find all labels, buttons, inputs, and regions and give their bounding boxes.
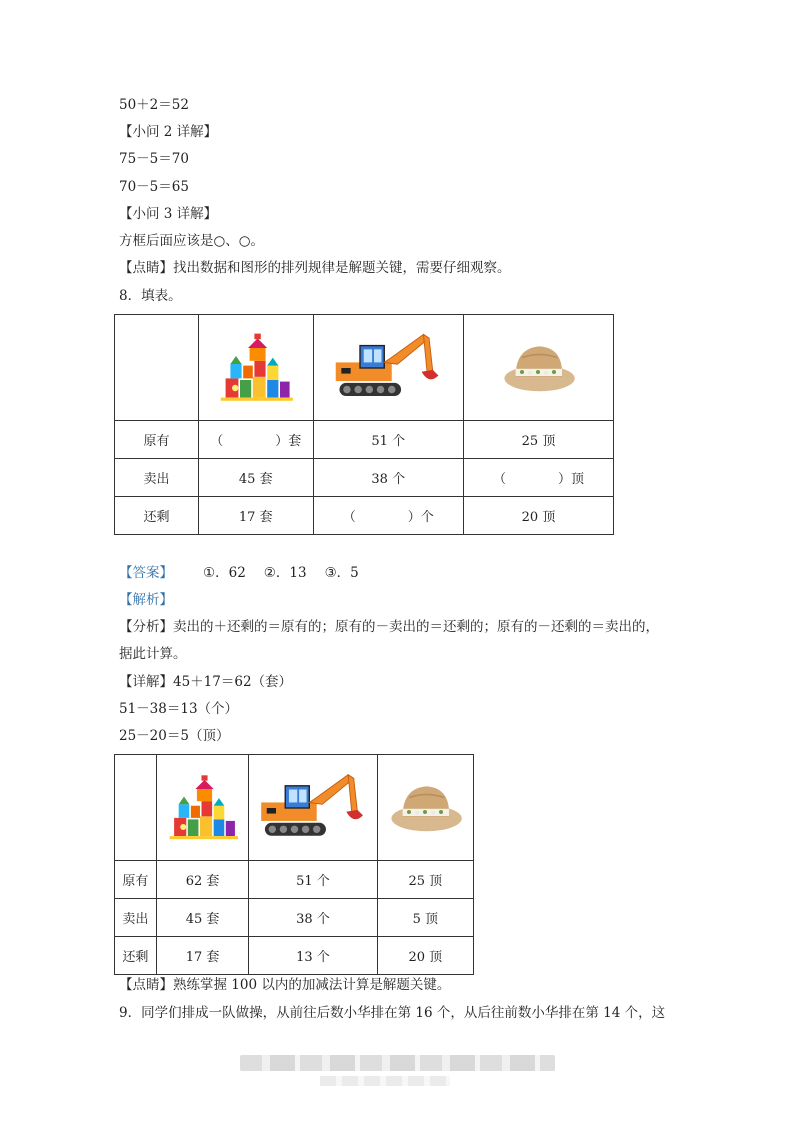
xiangjie-line: 【详解】45＋17＝62（套）	[119, 674, 293, 690]
row-label: 原有	[115, 861, 157, 899]
blank-cell: （ ）顶	[463, 459, 613, 497]
filled-table-answer	[114, 754, 474, 975]
hat-image-cell	[463, 315, 613, 421]
excavator-icon	[332, 330, 444, 406]
straw-hat-icon	[498, 339, 578, 397]
blocks-image-cell	[156, 755, 248, 861]
calc-line-75-minus-5: 75－5＝70	[119, 151, 189, 167]
building-blocks-icon	[165, 766, 241, 850]
answer-1: ①．62	[203, 565, 246, 581]
table-row	[115, 497, 614, 535]
fenxi-line-1: 【分析】卖出的＋还剩的＝原有的；原有的－卖出的＝还剩的；原有的－还剩的＝卖出的，	[119, 619, 659, 635]
sub-question-3-heading: 【小问 3 详解】	[119, 206, 218, 222]
table-row	[115, 937, 474, 975]
table-row	[115, 861, 474, 899]
table-cell: 62 套	[156, 861, 248, 899]
straw-hat-icon	[385, 778, 465, 838]
row-label: 还剩	[115, 497, 199, 535]
answer-3: ③．5	[324, 565, 359, 581]
dianjing-note: 【点睛】找出数据和图形的排列规律是解题关键，需要仔细观察。	[119, 260, 511, 276]
excavator-image-cell	[249, 755, 377, 861]
dianjing-note-2: 【点睛】熟练掌握 100 以内的加减法计算是解题关键。	[119, 977, 451, 993]
row-label: 卖出	[115, 459, 199, 497]
row-label: 原有	[115, 421, 199, 459]
calc-line-50-plus-2: 50＋2＝52	[119, 97, 189, 113]
empty-corner-cell	[115, 315, 199, 421]
blurred-watermark-sub	[320, 1076, 450, 1086]
calc-line-51-minus-38: 51－38＝13（个）	[119, 701, 239, 717]
sub-question-3-answer: 方框后面应该是○、○。	[119, 233, 265, 249]
question-8-title: 8．填表。	[119, 288, 182, 304]
table-row	[115, 421, 614, 459]
table-cell: 38 个	[249, 899, 377, 937]
sub-question-2-heading: 【小问 2 详解】	[119, 124, 218, 140]
table-cell: 5 顶	[377, 899, 473, 937]
fill-table-question	[114, 314, 614, 535]
image-row	[115, 755, 474, 861]
table-cell: 20 顶	[377, 937, 473, 975]
empty-corner-cell	[115, 755, 157, 861]
table-cell: 25 顶	[377, 861, 473, 899]
image-row	[115, 315, 614, 421]
answer-tag: 【答案】	[119, 565, 173, 581]
table-cell: 38 个	[313, 459, 463, 497]
table-cell: 13 个	[249, 937, 377, 975]
table-row	[115, 459, 614, 497]
table-cell: 45 套	[199, 459, 314, 497]
table-cell: 45 套	[156, 899, 248, 937]
calc-line-25-minus-20: 25－20＝5（顶）	[119, 728, 230, 744]
table-cell: 51 个	[249, 861, 377, 899]
calc-line-70-minus-5: 70－5＝65	[119, 179, 189, 195]
fenxi-line-2: 据此计算。	[119, 646, 187, 662]
question-9-text: 9．同学们排成一队做操，从前往后数小华排在第 16 个，从后往前数小华排在第 14 个，这	[119, 1005, 666, 1021]
excavator-image-cell	[313, 315, 463, 421]
table-cell: 51 个	[313, 421, 463, 459]
row-label: 卖出	[115, 899, 157, 937]
analysis-tag: 【解析】	[119, 592, 173, 608]
building-blocks-icon	[216, 325, 296, 411]
table-cell: 25 顶	[463, 421, 613, 459]
excavator-icon	[257, 771, 369, 845]
table-cell: 17 套	[199, 497, 314, 535]
blank-cell: （ ）套	[199, 421, 314, 459]
blank-cell: （ ）个	[313, 497, 463, 535]
table-row	[115, 899, 474, 937]
answer-line	[119, 564, 359, 582]
hat-image-cell	[377, 755, 473, 861]
table-cell: 17 套	[156, 937, 248, 975]
blocks-image-cell	[199, 315, 314, 421]
answer-2: ②．13	[263, 565, 307, 581]
blurred-watermark	[240, 1055, 555, 1071]
table-cell: 20 顶	[463, 497, 613, 535]
row-label: 还剩	[115, 937, 157, 975]
